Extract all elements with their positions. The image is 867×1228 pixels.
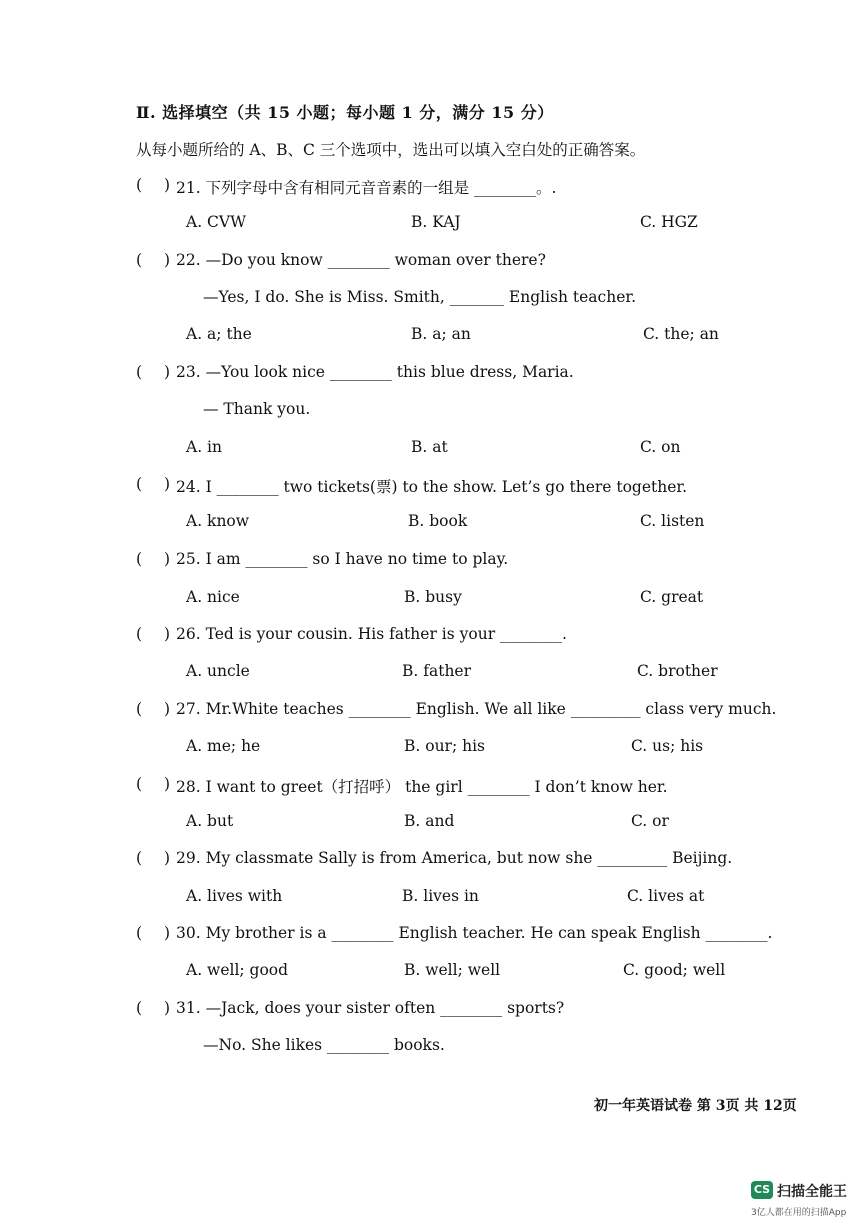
option-b: B. busy — [404, 588, 462, 606]
option-c: C. good; well — [623, 961, 726, 979]
question-stem: 21. 下列字母中含有相同元音音素的一组是 ________。. — [176, 179, 557, 197]
option-c: C. or — [631, 812, 669, 830]
option-a: A. know — [186, 512, 250, 530]
option-b: B. at — [411, 438, 448, 456]
answer-paren-open[interactable]: ( — [136, 625, 143, 643]
option-b: B. KAJ — [411, 213, 461, 231]
question-stem: 27. Mr.White teaches ________ English. We all like _________ class very much. — [176, 700, 777, 718]
option-a: A. CVW — [186, 213, 247, 231]
question-dialogue-line: —No. She likes ________ books. — [203, 1036, 445, 1054]
section-instruction: 从每小题所给的 A、B、C 三个选项中，选出可以填入空白处的正确答案。 — [136, 141, 646, 159]
answer-paren-open[interactable]: ( — [136, 999, 143, 1017]
question-stem: 29. My classmate Sally is from America, but now she _________ Beijing. — [176, 849, 733, 867]
answer-paren-open[interactable]: ( — [136, 775, 143, 793]
question-stem: 25. I am ________ so I have no time to play. — [176, 550, 509, 568]
answer-paren-open[interactable]: ( — [136, 251, 143, 269]
option-b: B. well; well — [404, 961, 501, 979]
option-c: C. lives at — [627, 887, 705, 905]
question-stem: 23. —You look nice ________ this blue dress, Maria. — [176, 363, 574, 381]
answer-paren-close: ) — [164, 625, 171, 643]
question-stem: 28. I want to greet（打招呼） the girl ________ I don’t know her. — [176, 778, 668, 796]
option-c: C. HGZ — [640, 213, 698, 231]
answer-paren-close: ) — [164, 924, 171, 942]
option-a: A. nice — [186, 588, 240, 606]
answer-paren-close: ) — [164, 475, 171, 493]
answer-paren-close: ) — [164, 775, 171, 793]
option-c: C. the; an — [643, 325, 719, 343]
option-b: B. father — [402, 662, 472, 680]
option-b: B. a; an — [411, 325, 471, 343]
answer-paren-open[interactable]: ( — [136, 924, 143, 942]
option-b: B. book — [408, 512, 468, 530]
answer-paren-close: ) — [164, 176, 171, 194]
option-a: A. me; he — [186, 737, 261, 755]
answer-paren-open[interactable]: ( — [136, 363, 143, 381]
option-c: C. on — [640, 438, 681, 456]
option-c: C. great — [640, 588, 704, 606]
answer-paren-open[interactable]: ( — [136, 475, 143, 493]
answer-paren-close: ) — [164, 251, 171, 269]
question-stem: 30. My brother is a ________ English teacher. He can speak English ________. — [176, 924, 773, 942]
question-stem: 24. I ________ two tickets(票) to the show. Let’s go there together. — [176, 478, 688, 496]
scanner-app-name: 扫描全能王 — [777, 1184, 847, 1200]
answer-paren-open[interactable]: ( — [136, 849, 143, 867]
answer-paren-close: ) — [164, 363, 171, 381]
answer-paren-close: ) — [164, 999, 171, 1017]
option-c: C. brother — [637, 662, 718, 680]
option-a: A. lives with — [186, 887, 283, 905]
question-stem: 31. —Jack, does your sister often ________ sports? — [176, 999, 565, 1017]
option-a: A. well; good — [186, 961, 289, 979]
question-stem: 22. —Do you know ________ woman over there? — [176, 251, 546, 269]
option-b: B. and — [404, 812, 455, 830]
question-dialogue-line: — Thank you. — [203, 400, 311, 418]
answer-paren-open[interactable]: ( — [136, 700, 143, 718]
answer-paren-close: ) — [164, 700, 171, 718]
answer-paren-open[interactable]: ( — [136, 550, 143, 568]
answer-paren-close: ) — [164, 550, 171, 568]
question-stem: 26. Ted is your cousin. His father is your ________. — [176, 625, 567, 643]
scanner-tagline: 3亿人都在用的扫描App — [751, 1208, 847, 1218]
option-a: A. uncle — [186, 662, 250, 680]
option-b: B. our; his — [404, 737, 486, 755]
scanner-logo-badge: CS — [751, 1181, 773, 1199]
question-dialogue-line: —Yes, I do. She is Miss. Smith, _______ English teacher. — [203, 288, 637, 306]
option-a: A. but — [186, 812, 234, 830]
section-title: Ⅱ. 选择填空（共 15 小题；每小题 1 分，满分 15 分） — [136, 103, 554, 122]
option-c: C. listen — [640, 512, 705, 530]
option-a: A. a; the — [186, 325, 252, 343]
answer-paren-open[interactable]: ( — [136, 176, 143, 194]
option-a: A. in — [186, 438, 222, 456]
answer-paren-close: ) — [164, 849, 171, 867]
option-c: C. us; his — [631, 737, 704, 755]
option-b: B. lives in — [402, 887, 479, 905]
page-footer: 初一年英语试卷 第 3页 共 12页 — [594, 1098, 797, 1114]
